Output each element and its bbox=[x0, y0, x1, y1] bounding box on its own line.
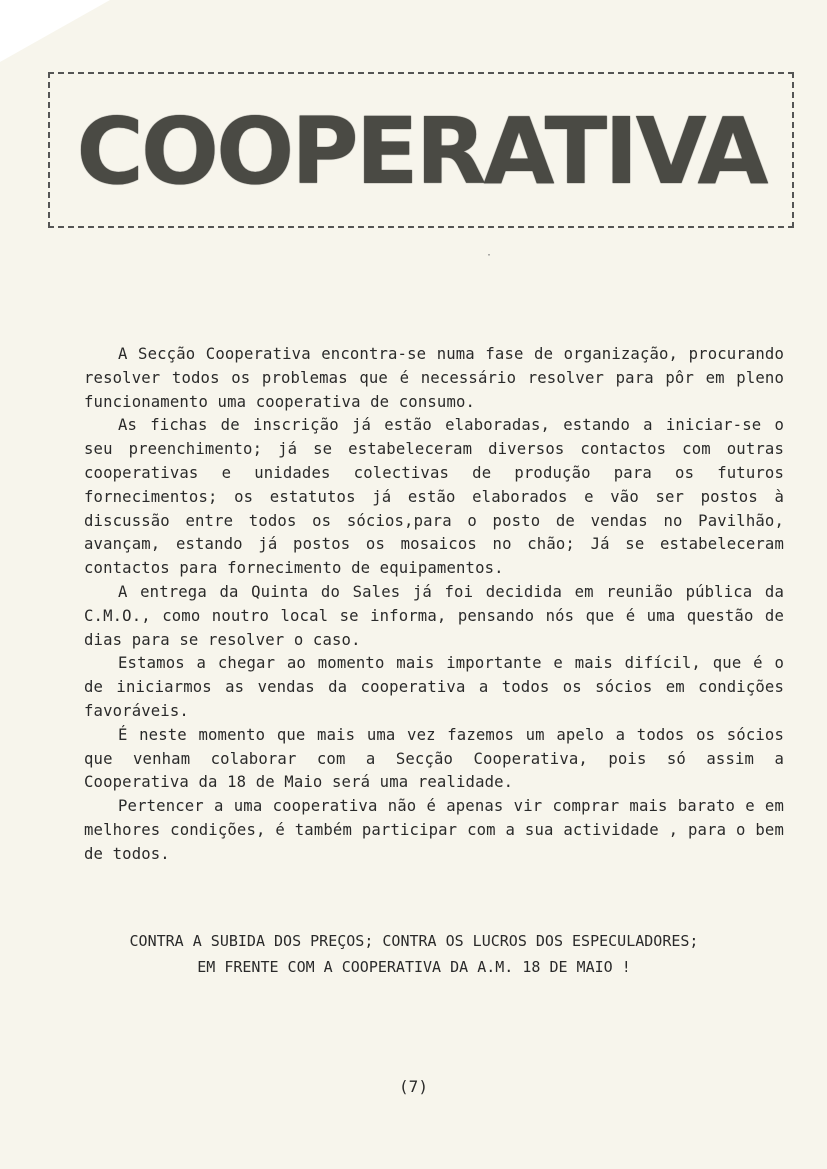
slogan bbox=[84, 928, 744, 980]
paragraph-4: Estamos a chegar ao momento mais importante e mais difícil, que é o de iniciarmos as vendas da cooperativa a todos os sócios em condições favoráveis. bbox=[84, 654, 784, 720]
ink-speck: · bbox=[486, 250, 493, 261]
paragraph-2: As fichas de inscrição já estão elaboradas, estando a iniciar-se o seu preenchimento; já se estabeleceram diversos contactos com outras cooperativas e unidades colectivas de produção para os futuros fornecimentos; os estatutos já estão elaborados e vão ser postos à discussão entre todos os sócios,para o posto de vendas no Pavilhão, avançam, estando já postos os mosaicos no chão; Já se estabeleceram contactos para fornecimento de equipamentos. bbox=[84, 416, 784, 578]
paragraph-3: A entrega da Quinta do Sales já foi decidida em reunião pública da C.M.O., como noutro local se informa, pensando nós que é uma questão de dias para se resolver o caso. bbox=[84, 582, 784, 649]
slogan-line-2: EM FRENTE COM A COOPERATIVA DA A.M. 18 DE MAIO ! bbox=[197, 958, 631, 976]
paragraph-5: É neste momento que mais uma vez fazemos um apelo a todos os sócios que venham colaborar com a Secção Cooperativa, pois só assim a Cooperativa da 18 de Maio será uma realidade. bbox=[84, 725, 784, 792]
page-number: (7) bbox=[399, 1077, 428, 1096]
article-body bbox=[84, 343, 784, 867]
title-box bbox=[48, 72, 794, 228]
page-title: COOPERATIVA bbox=[76, 98, 766, 205]
paragraph-6: Pertencer a uma cooperativa não é apenas vir comprar mais barato e em melhores condições, é também participar com a sua actividade , para o bem de todos. bbox=[84, 797, 784, 863]
slogan-line-1: CONTRA A SUBIDA DOS PREÇOS; CONTRA OS LUCROS DOS ESPECULADORES; bbox=[129, 932, 699, 950]
page-corner-fold bbox=[0, 0, 110, 62]
paragraph-1: A Secção Cooperativa encontra-se numa fase de organização, procurando resolver todos os problemas que é necessário resolver para pôr em pleno funcionamento uma cooperativa de consumo. bbox=[84, 345, 784, 411]
